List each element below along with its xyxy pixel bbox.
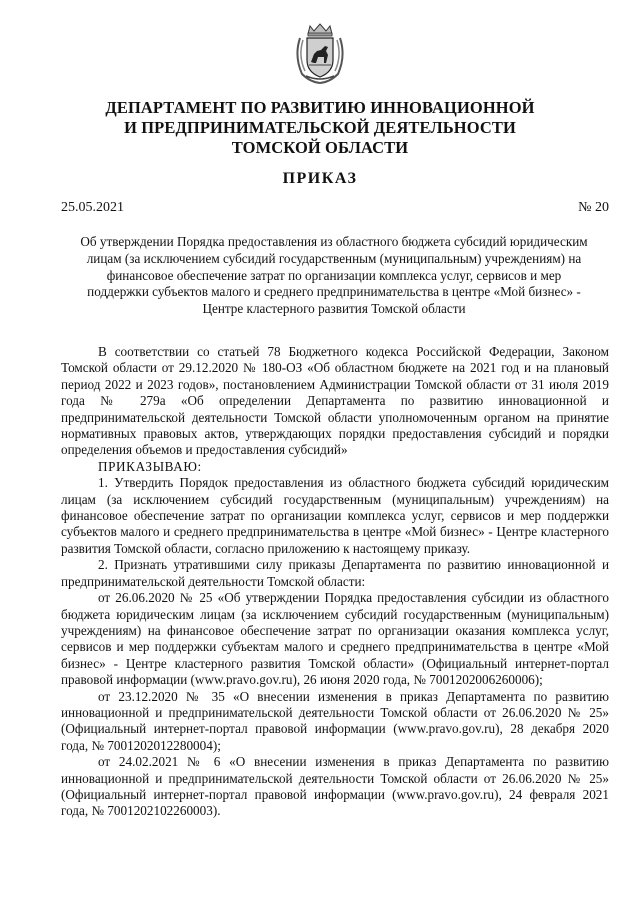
repealed-order-6: от 24.02.2021 № 6 «О внесении изменения в приказ Департамента по развитию инновационной и предпринимательской деятельности Томской области от 26.06.2020 № 25» (Официальный интернет-портал правовой информации (www.pravo.gov.ru), 24 февраля 2021 года, № 7001202102260003). — [61, 754, 609, 819]
department-name — [40, 98, 600, 158]
order-date: 25.05.2021 — [61, 200, 124, 215]
preamble-paragraph: В соответствии со статьей 78 Бюджетного кодекса Российской Федерации, Законом Томской области от 29.12.2020 № 180-ОЗ «Об областном бюджете на 2021 год и на плановый период 2022 и 2023 годов», постановлением Администрации Томской области от 31 июля 2019 года № 279а «Об определении Департамента по развитию инновационной и предпринимательской деятельности Томской области уполномоченным органом на принятие нормативных правовых актов, утверждающих порядки предоставления субсидий и порядки определения объемов и предоставления субсидий» — [61, 344, 609, 458]
subject-line: лицам (за исключением субсидий государственным (муниципальным) учреждениям) на — [86, 250, 582, 266]
department-line-1: ДЕПАРТАМЕНТ ПО РАЗВИТИЮ ИННОВАЦИОННОЙ — [105, 98, 535, 117]
repealed-order-25: от 26.06.2020 № 25 «Об утверждении Порядка предоставления субсидии из областного бюджета юридическим лицам (за исключением субсидий государственным (муниципальным) учреждениям) на финансовое обеспечение затрат по организации оказания комплекса услуг, сервисов и мер поддержки субъектам малого и среднего предпринимательства в центре «Мой бизнес» - Центре кластерного развития Томской области» (Официальный интернет-портал правовой информации (www.pravo.gov.ru), 26 июня 2020 года, № 7001202006260006); — [61, 590, 609, 688]
order-subject — [60, 234, 608, 318]
order-directive: ПРИКАЗЫВАЮ: — [98, 458, 202, 474]
order-number: № 20 — [578, 200, 609, 215]
subject-line: Об утверждении Порядка предоставления из областного бюджета субсидий юридическим — [80, 234, 588, 249]
subject-line: финансовое обеспечение затрат по организации комплекса услуг, сервисов и мер — [106, 267, 562, 283]
item-2-paragraph: 2. Признать утратившими силу приказы Департамента по развитию инновационной и предпринимательской деятельности Томской области: — [61, 557, 609, 589]
order-body — [61, 344, 609, 820]
department-line-3: ТОМСКОЙ ОБЛАСТИ — [231, 138, 409, 157]
department-line-2: И ПРЕДПРИНИМАТЕЛЬСКОЙ ДЕЯТЕЛЬНОСТИ — [124, 118, 516, 137]
tomsk-coat-of-arms-icon — [294, 22, 346, 84]
subject-line: поддержки субъектов малого и среднего предпринимательства в центре «Мой бизнес» - — [87, 284, 581, 300]
document-type-title: ПРИКАЗ — [282, 170, 358, 187]
subject-line: Центре кластерного развития Томской области — [202, 301, 466, 317]
repealed-order-35: от 23.12.2020 № 35 «О внесении изменения в приказ Департамента по развитию инновационной и предпринимательской деятельности Томской области от 26.06.2020 № 25» (Официальный интернет-портал правовой информации (www.pravo.gov.ru), 28 декабря 2020 года, № 7001202012280004); — [61, 688, 609, 753]
item-1-paragraph: 1. Утвердить Порядок предоставления из областного бюджета субсидий юридическим лицам (за исключением субсидий государственным (муниципальным) учреждениям) на финансовое обеспечение затрат по организации комплекса услуг, сервисов и мер поддержки субъектов малого и среднего предпринимательства в центре «Мой бизнес» - Центре кластерного развития Томской области, согласно приложению к настоящему приказу. — [61, 475, 609, 556]
